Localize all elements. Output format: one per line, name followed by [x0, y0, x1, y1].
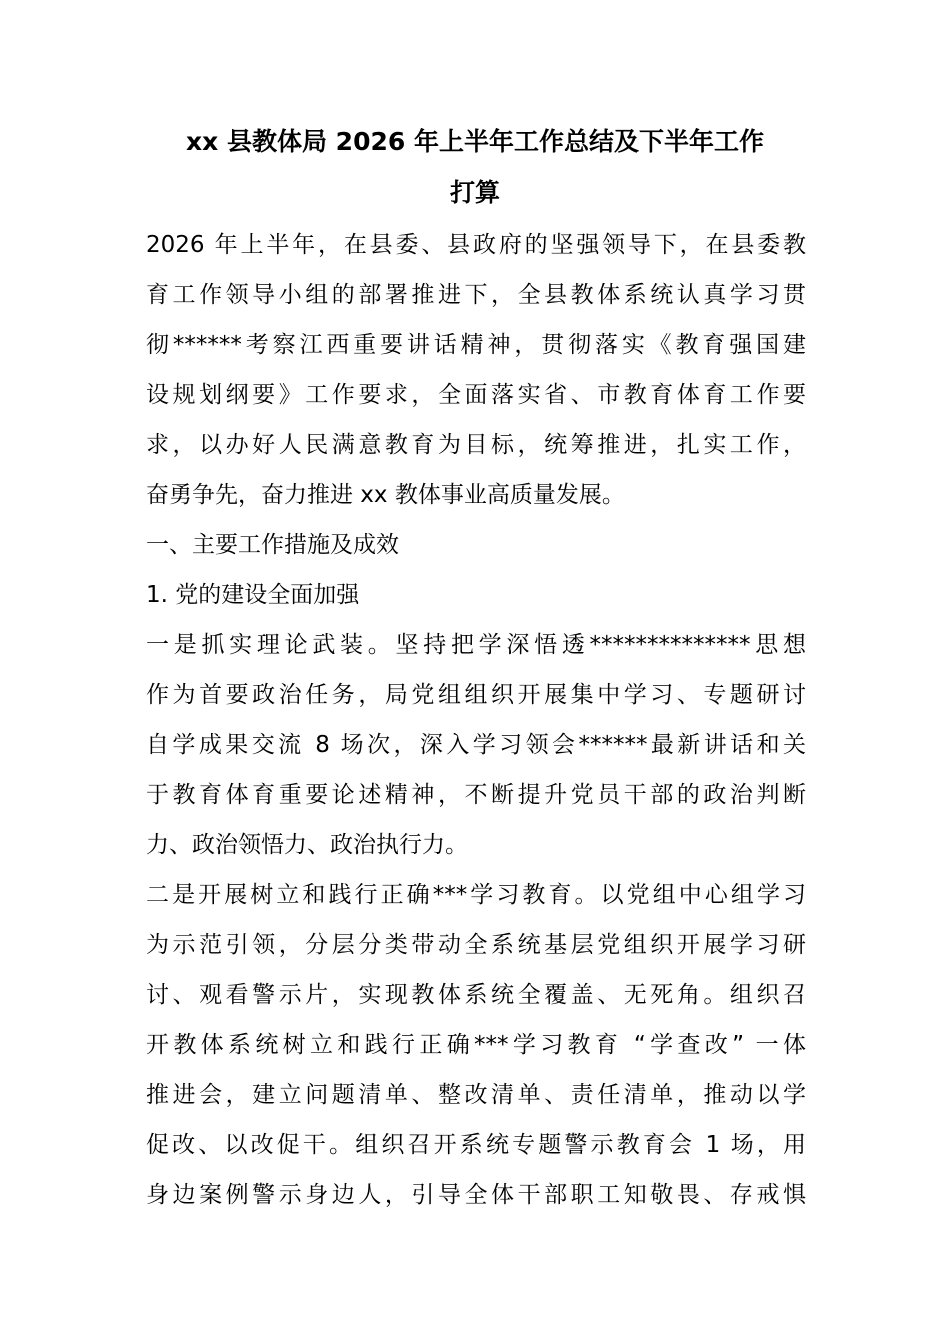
subsection-heading: 1. 党的建设全面加强	[146, 582, 360, 608]
paragraph-line: 设规划纲要》工作要求，全面落实省、市教育体育工作要	[146, 382, 806, 408]
document-title-line-1: xx 县教体局 2026 年上半年工作总结及下半年工作	[186, 127, 764, 156]
paragraph-line: 身边案例警示身边人，引导全体干部职工知敬畏、存戒惧	[146, 1182, 806, 1208]
paragraph-line: 奋勇争先，奋力推进 xx 教体事业高质量发展。	[146, 482, 625, 508]
paragraph-line: 2026 年上半年，在县委、县政府的坚强领导下，在县委教	[146, 232, 806, 258]
paragraph-line: 育工作领导小组的部署推进下，全县教体系统认真学习贯	[146, 282, 806, 308]
paragraph-line: 讨、观看警示片，实现教体系统全覆盖、无死角。组织召	[146, 982, 806, 1008]
section-heading: 一、主要工作措施及成效	[146, 532, 399, 558]
paragraph-line: 开教体系统树立和践行正确***学习教育 “学查改” 一体	[146, 1032, 806, 1058]
paragraph-line: 自学成果交流 8 场次，深入学习领会******最新讲话和关	[146, 732, 806, 758]
paragraph-line: 求，以办好人民满意教育为目标，统筹推进，扎实工作，	[146, 432, 806, 458]
paragraph-line: 一是抓实理论武装。坚持把学深悟透**************思想	[146, 632, 806, 658]
paragraph-line: 于教育体育重要论述精神，不断提升党员干部的政治判断	[146, 782, 806, 808]
paragraph-line: 彻******考察江西重要讲话精神，贯彻落实《教育强国建	[146, 332, 806, 358]
paragraph-line: 作为首要政治任务，局党组组织开展集中学习、专题研讨	[146, 682, 806, 708]
paragraph-line: 二是开展树立和践行正确***学习教育。以党组中心组学习	[146, 882, 806, 908]
paragraph-line: 力、政治领悟力、政治执行力。	[146, 832, 468, 858]
document-title-line-2: 打算	[449, 178, 500, 207]
paragraph-line: 为示范引领，分层分类带动全系统基层党组织开展学习研	[146, 932, 806, 958]
paragraph-line: 促改、以改促干。组织召开系统专题警示教育会 1 场，用	[146, 1132, 806, 1158]
paragraph-line: 推进会，建立问题清单、整改清单、责任清单，推动以学	[146, 1082, 806, 1108]
